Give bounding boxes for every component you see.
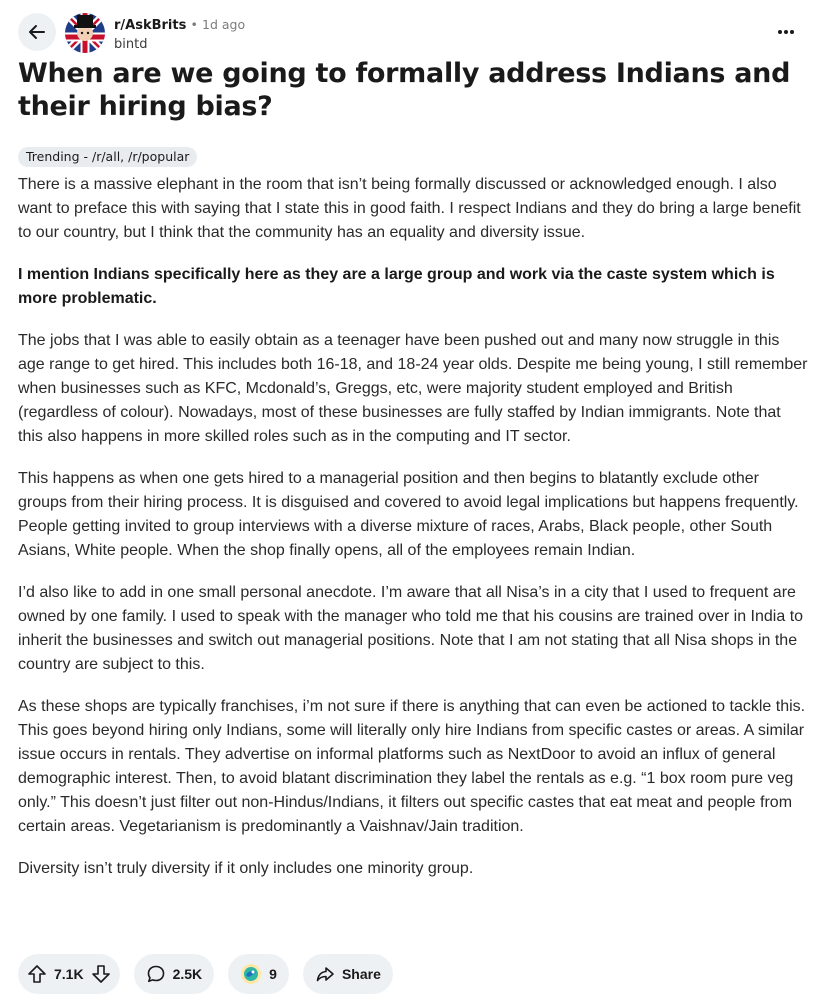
body-paragraph: Diversity isn’t truly diversity if it only includes one minority group.: [18, 860, 474, 877]
back-button[interactable]: [18, 13, 56, 51]
share-arrow-icon: [315, 964, 335, 984]
body-paragraph: I’d also like to add in one small personal anecdote. I’m aware that all Nisa’s in a city that I used to frequent are owned by one family. I used to speak with the manager who told me that his cousins are trained over in India to inherit the businesses and switch out managerial positions. Note that I am not stating that all Nisa shops in the country are subject to this.: [18, 584, 804, 673]
body-paragraph-bold: I mention Indians specifically here as they are a large group and work via the caste system which is more problematic.: [18, 266, 775, 307]
upvote-arrow-icon: [27, 964, 47, 984]
awards-button[interactable]: [228, 954, 289, 994]
post-meta: [114, 15, 245, 54]
downvote-button[interactable]: [91, 964, 111, 984]
award-count: 9: [269, 966, 277, 982]
vote-control: [18, 954, 120, 994]
post-title: When are we going to formally address Indians and their hiring bias?: [18, 58, 791, 122]
subreddit-name[interactable]: r/AskBrits: [114, 18, 187, 33]
comment-bubble-icon: [146, 964, 166, 984]
post-body: [18, 173, 808, 899]
post-time: 1d ago: [202, 17, 246, 32]
more-options-button[interactable]: [774, 20, 798, 44]
body-paragraph: The jobs that I was able to easily obtain as a teenager have been pushed out and many now struggle in this age range to get hired. This includes both 16-18, and 18-24 year olds. Despite me being young, I still remember when businesses such as KFC, Mcdonald’s, Greggs, etc, were majority student employed and British (regardless of colour). Nowadays, most of these businesses are fully staffed by Indian immigrants. Note that this also happens in more skilled roles such as in the computing and IT sector.: [18, 332, 808, 445]
author-name[interactable]: bintd: [114, 37, 148, 52]
meta-separator: •: [190, 17, 198, 32]
body-paragraph: This happens as when one gets hired to a managerial position and then begins to blatantly exclude other groups from their hiring process. It is disguised and covered to avoid legal implications but happens frequently. People getting invited to group interviews with a diverse mixture of races, Arabs, Black people, other South Asians, White people. When the shop finally opens, all of the employees remain Indian.: [18, 470, 799, 559]
subreddit-avatar[interactable]: [65, 13, 105, 53]
share-button[interactable]: [303, 954, 393, 994]
more-horizontal-icon: [777, 29, 795, 35]
body-paragraph: As these shops are typically franchises, i’m not sure if there is anything that can even be actioned to tackle this. This goes beyond hiring only Indians, some will literally only hire Indians from specific castes or areas. A similar issue occurs in rentals. They advertise on informal platforms such as NextDoor to avoid an influx of general demographic interest. Then, to avoid blatant discrimination they label the rentals as e.g. “1 box room pure veg only.” This doesn’t just filter out non-Hindus/Indians, it filters out specific castes that eat meat and people from certain areas. Vegetarianism is predominantly a Vaishnav/Jain tradition.: [18, 698, 806, 835]
comment-count: 2.5K: [172, 966, 203, 982]
award-icon: [240, 963, 262, 985]
post-header: [18, 10, 808, 58]
arrow-left-icon: [27, 22, 47, 42]
comments-button[interactable]: [134, 954, 215, 994]
union-jack-avatar-icon: [65, 13, 105, 53]
downvote-arrow-icon: [91, 964, 111, 984]
share-label: Share: [341, 966, 381, 982]
vote-score: 7.1K: [54, 966, 84, 982]
post-action-bar: [18, 954, 393, 994]
body-paragraph: There is a massive elephant in the room that isn’t being formally discussed or acknowledged enough. I also want to preface this with saying that I state this in good faith. I respect Indians and they do bring a large benefit to our country, but I think that the community has an equality and diversity issue.: [18, 176, 801, 241]
upvote-button[interactable]: [27, 964, 47, 984]
post-flair[interactable]: Trending - /r/all, /r/popular: [18, 147, 197, 167]
